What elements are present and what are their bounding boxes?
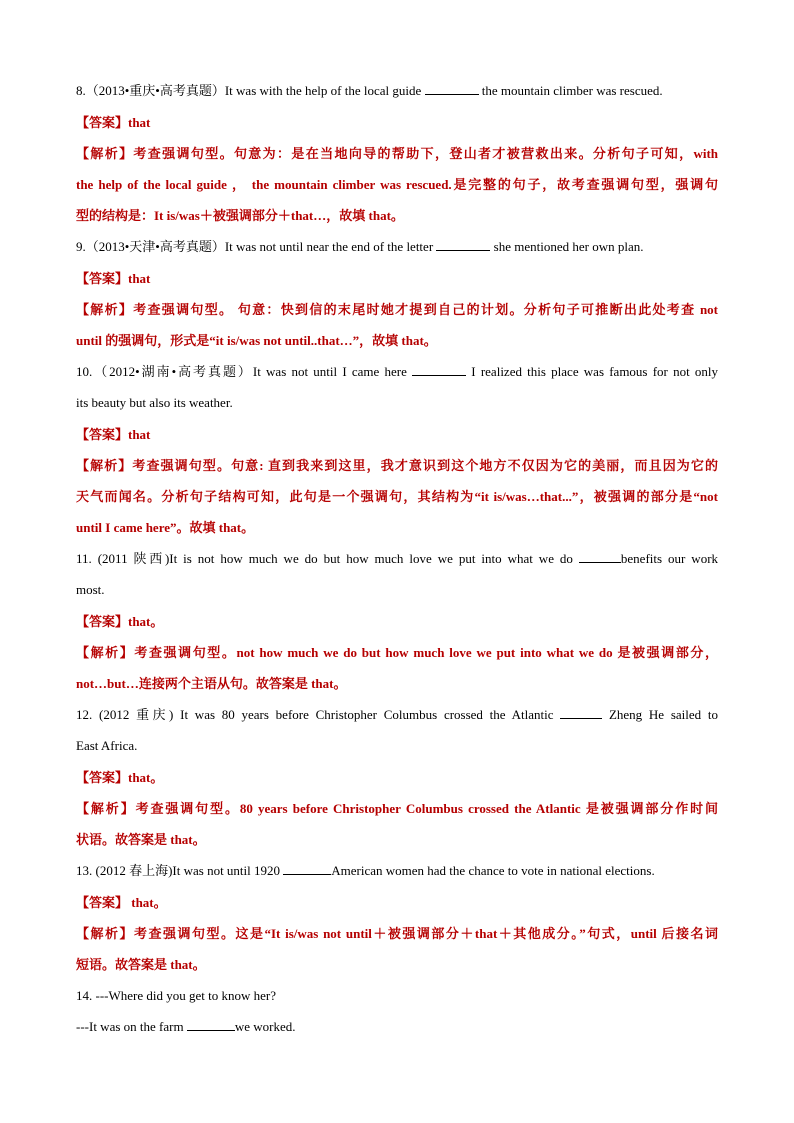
answer-blank[interactable] (579, 550, 621, 563)
analysis-13-line-2: 短语。故答案是 that。 (76, 957, 206, 972)
answer-11: 【答案】that。 (76, 614, 164, 629)
answer-13: 【答案】 that。 (76, 895, 167, 910)
analysis-8-line-2: the help of the local guide ， the mountain climber was rescued.是完整的句子，故考查强调句型，强调句 (76, 177, 718, 192)
answer-blank[interactable] (560, 706, 602, 719)
analysis-11-line-1: 【解析】考查强调句型。not how much we do but how much love we put into what we do 是被强调部分， (76, 645, 718, 660)
analysis-12-line-1: 【解析】考查强调句型。80 years before Christopher Columbus crossed the Atlantic 是被强调部分作时间 (76, 801, 718, 816)
question-10-line-1: 10.（2012•湖南•高考真题）It was not until I came here I realized this place was famous for not only (76, 364, 718, 379)
answer-9: 【答案】that (76, 271, 151, 286)
question-9: 9.（2013•天津•高考真题）It was not until near the end of the letter she mentioned her own plan. (76, 239, 644, 254)
answer-blank[interactable] (412, 363, 466, 376)
question-11-line-1: 11. (2011 陕西)It is not how much we do but how much love we put into what we do benefits our work (76, 551, 719, 566)
analysis-8-line-1: 【解析】考查强调句型。句意为：是在当地向导的帮助下，登山者才被营救出来。分析句子可知，with (76, 146, 718, 161)
question-10-line-2: its beauty but also its weather. (76, 395, 233, 410)
answer-blank[interactable] (283, 862, 331, 875)
question-8: 8.（2013•重庆•高考真题）It was with the help of the local guide the mountain climber was rescued. (76, 83, 663, 98)
answer-12: 【答案】that。 (76, 770, 164, 785)
answer-blank[interactable] (425, 82, 479, 95)
question-14-line-1: 14. ---Where did you get to know her? (76, 988, 276, 1003)
analysis-9-line-1: 【解析】考查强调句型。 句意：快到信的末尾时她才提到自己的计划。分析句子可推断出此处考查 not (76, 302, 718, 317)
analysis-12-line-2: 状语。故答案是 that。 (76, 832, 206, 847)
analysis-8-line-3: 型的结构是：It is/was＋被强调部分＋that…，故填 that。 (76, 208, 404, 223)
analysis-10-line-2: 天气而闻名。分析句子结构可知，此句是一个强调句，其结构为“it is/was…that...”，被强调的部分是“not (76, 489, 718, 504)
analysis-13-line-1: 【解析】考查强调句型。这是“It is/was not until＋被强调部分＋that＋其他成分。”句式，until 后接名词 (76, 926, 718, 941)
question-12-line-1: 12. (2012 重庆) It was 80 years before Christopher Columbus crossed the Atlantic Zheng He sailed to (76, 707, 718, 722)
answer-blank[interactable] (436, 238, 490, 251)
analysis-9-line-2: until 的强调句，形式是“it is/was not until..that…”，故填 that。 (76, 333, 437, 348)
question-13: 13. (2012 春上海)It was not until 1920 American women had the chance to vote in national elections. (76, 863, 655, 878)
analysis-11-line-2: not…but…连接两个主语从句。故答案是 that。 (76, 676, 347, 691)
question-11-line-2: most. (76, 582, 105, 597)
answer-8: 【答案】that (76, 115, 151, 130)
question-12-line-2: East Africa. (76, 738, 138, 753)
answer-blank[interactable] (187, 1018, 235, 1031)
analysis-10-line-1: 【解析】考查强调句型。句意: 直到我来到这里，我才意识到这个地方不仅因为它的美丽，而且因为它的 (76, 458, 718, 473)
answer-10: 【答案】that (76, 427, 151, 442)
analysis-10-line-3: until I came here”。故填 that。 (76, 520, 255, 535)
question-14-line-2: ---It was on the farm we worked. (76, 1019, 296, 1034)
